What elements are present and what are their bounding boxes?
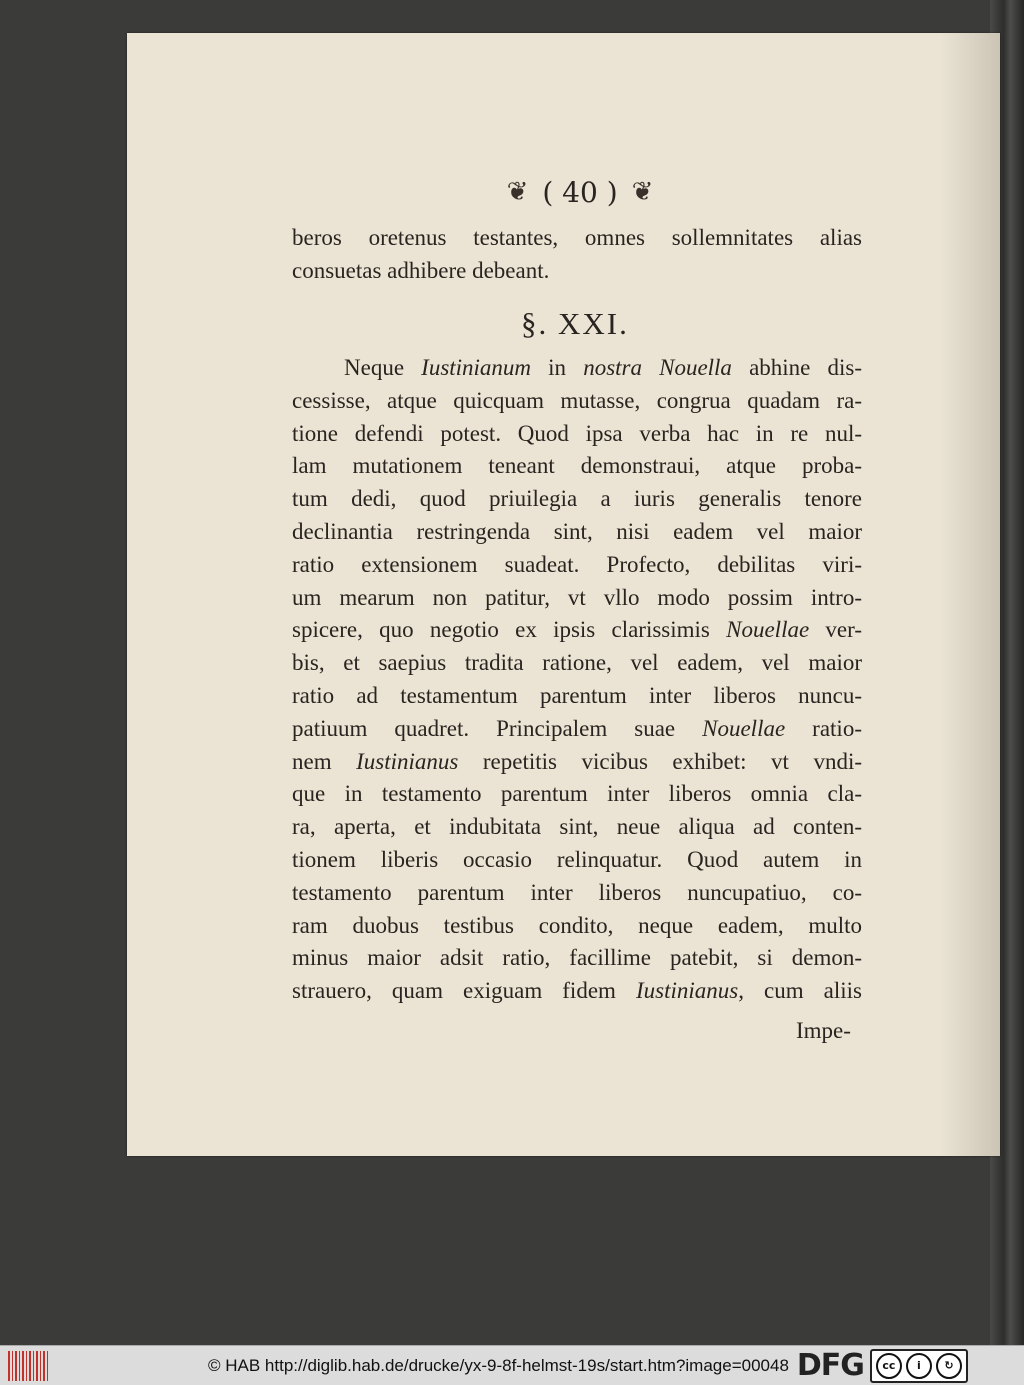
text-line: que in testamento parentum inter liberos omnia cla- — [292, 781, 862, 807]
text-line: ram duobus testibus condito, neque eadem, multo — [292, 912, 862, 938]
top-text-block — [292, 222, 862, 288]
text-line: ra, aperta, et indubitata sint, neue aliqua ad conten- — [292, 814, 862, 840]
catchword: Impe- — [796, 1018, 851, 1043]
barcode-icon — [8, 1351, 48, 1381]
dfg-logo[interactable]: DFG — [796, 1348, 864, 1383]
text-line: bis, et saepius tradita ratione, vel eadem, vel maior — [292, 650, 862, 676]
text-line: strauero, quam exiguam fidem Iustinianus, cum aliis — [292, 978, 862, 1004]
text-line: beros oretenus testantes, omnes sollemnitates alias — [292, 225, 862, 250]
cc-icon: cc — [876, 1353, 902, 1379]
text-line: tionem liberis occasio relinquatur. Quod autem in — [292, 846, 862, 872]
text-line: nem Iustinianus repetitis vicibus exhibet: vt vndi- — [292, 748, 862, 774]
text-line: um mearum non patitur, vt vllo modo possim intro- — [292, 584, 862, 610]
credit-link[interactable]: © HAB http://diglib.hab.de/drucke/yx-9-8f-helmst-19s/start.htm?image=00048 — [208, 1355, 789, 1375]
text-line: spicere, quo negotio ex ipsis clarissimis Nouellae ver- — [292, 617, 862, 643]
by-icon: i — [906, 1353, 932, 1379]
footer-bar — [0, 1345, 1024, 1385]
body-text-block — [292, 352, 862, 1008]
text-line: minus maior adsit ratio, facillime patebit, si demon- — [292, 945, 862, 971]
page-header — [470, 174, 690, 210]
text-line: cessisse, atque quicquam mutasse, congrua quadam ra- — [292, 387, 862, 413]
text-line: ratio ad testamentum parentum inter liberos nuncu- — [292, 682, 862, 708]
fleuron-right-icon: ❦ — [631, 177, 654, 207]
text-line: consuetas adhibere debeant. — [292, 257, 550, 283]
text-line: declinantia restringenda sint, nisi eadem vel maior — [292, 518, 862, 544]
page-shade — [940, 33, 1000, 1156]
text-line: testamento parentum inter liberos nuncupatiuo, co- — [292, 879, 862, 905]
text-line: Neque Iustinianum in nostra Nouella abhine dis- — [344, 355, 862, 380]
fleuron-left-icon: ❦ — [506, 177, 529, 207]
text-line: lam mutationem teneant demonstraui, atque proba- — [292, 453, 862, 479]
text-line: patiuum quadret. Principalem suae Nouellae ratio- — [292, 715, 862, 741]
sa-icon: ↻ — [936, 1353, 962, 1379]
text-line: ratio extensionem suadeat. Profecto, debilitas viri- — [292, 551, 862, 577]
page-number: ( 40 ) — [542, 175, 618, 209]
text-line: tum dedi, quod priuilegia a iuris generalis tenore — [292, 486, 862, 512]
license-badge[interactable] — [870, 1349, 968, 1383]
section-heading: §. XXI. — [521, 306, 629, 341]
text-line: tione defendi potest. Quod ipsa verba hac in re nul- — [292, 420, 862, 446]
